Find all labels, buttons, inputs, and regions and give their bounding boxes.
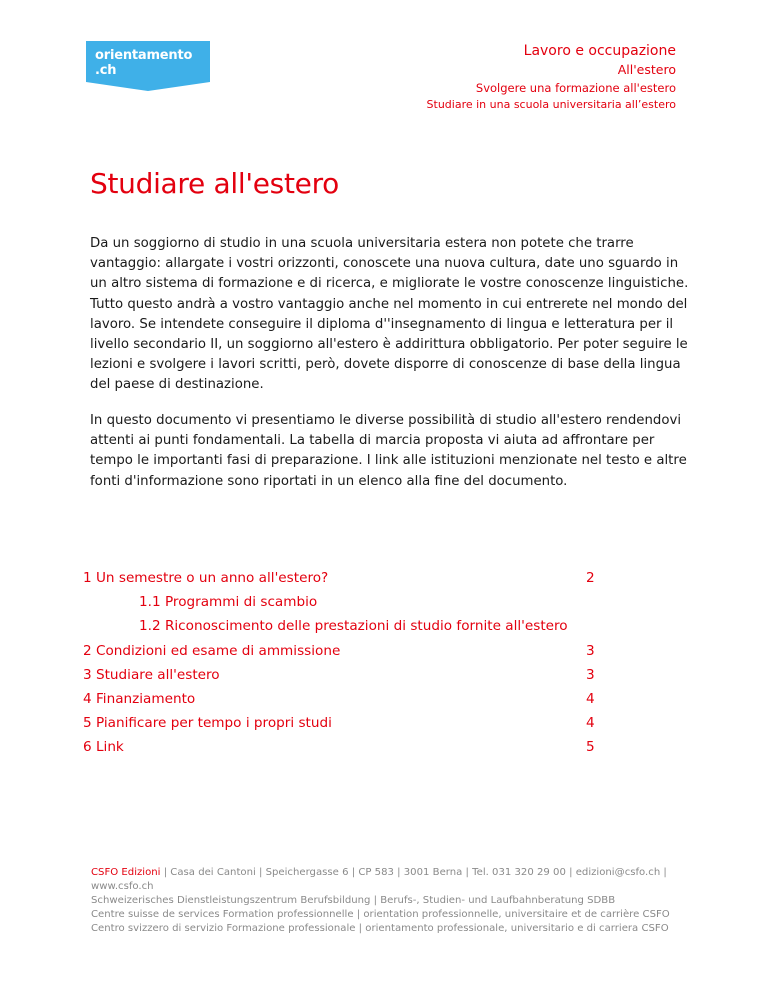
footer-brand: CSFO Edizioni (91, 867, 161, 878)
toc-label: 4 Finanziamento (83, 690, 196, 707)
toc-item-6[interactable] (83, 737, 603, 761)
toc-label: 1 Un semestre o un anno all'estero? (83, 570, 329, 586)
table-of-contents (83, 568, 603, 762)
toc-item-2[interactable] (83, 641, 603, 665)
breadcrumb-item-formazione[interactable]: Svolgere una formazione all'estero (475, 81, 676, 95)
orientamento-logo[interactable] (86, 41, 210, 91)
intro-paragraph-2: In questo documento vi presentiamo le diverse possibilità di studio all'estero rendendovi attenti ai punti fondamentali. La tabella di marcia proposta vi aiuta ad affrontare per tempo le importanti fasi di preparazione. I link alle istituzioni menzionate nel testo e altre fonti d'informazione sono riportati in un elenco alla fine del documento. (90, 413, 687, 489)
toc-item-3[interactable] (83, 665, 603, 689)
breadcrumb-item-studiare[interactable]: Studiare in una scuola universitaria all’estero (426, 98, 676, 111)
page-footer (91, 866, 691, 936)
toc-page-number: 2 (586, 570, 595, 586)
breadcrumb-item-estero[interactable]: All'estero (617, 62, 676, 77)
toc-item-1[interactable] (83, 568, 603, 592)
intro-paragraph-1: Da un soggiorno di studio in una scuola universitaria estera non potete che trarre vantaggio: allargate i vostri orizzonti, conoscete una nuova cultura, date uno sguardo in un altro sistema di formazione e di ricerca, e migliorate le vostre conoscenze linguistiche. Tutto questo andrà a vostro vantaggio anche nel momento in cui entrerete nel mondo del lavoro. Se intendete conseguire il diploma d''insegnamento di lingua e letteratura per il livello secondario II, un soggiorno all'estero è addirittura obbligatorio. Per poter seguire le lezioni e svolgere i lavori scritti, però, dovete disporre di conoscenze di base della lingua del paese di destinazione. (90, 236, 689, 393)
footer-line-it: Centro svizzero di servizio Formazione professionale | orientamento professionale, universitario e di carriera CSFO (91, 923, 669, 934)
toc-page-number: 5 (586, 739, 595, 756)
toc-label: 1.1 Programmi di scambio (139, 594, 318, 611)
page-title: Studiare all'estero (90, 167, 339, 200)
toc-label: 5 Pianificare per tempo i propri studi (83, 715, 332, 732)
toc-label: 1.2 Riconoscimento delle prestazioni di studio fornite all'estero (139, 618, 568, 635)
toc-page-number: 4 (586, 690, 595, 707)
toc-label: 6 Link (83, 739, 124, 756)
footer-line-de: Schweizerisches Dienstleistungszentrum Berufsbildung | Berufs-, Studien- und Laufbahnberatung SDBB (91, 895, 616, 906)
logo-text-line2: .ch (95, 63, 117, 78)
toc-page-number: 4 (586, 715, 595, 732)
footer-line-fr: Centre suisse de services Formation professionnelle | orientation professionnelle, universitaire et de carrière CSFO (91, 909, 670, 920)
toc-item-1-2[interactable] (83, 616, 603, 640)
toc-item-5[interactable] (83, 713, 603, 737)
logo-text-line1: orientamento (95, 48, 193, 63)
footer-address: | Casa dei Cantoni | Speichergasse 6 | CP 583 | 3001 Berna | Tel. 031 320 29 00 | edizioni@csfo.ch | www.csfo.ch (91, 867, 667, 892)
breadcrumb-item-lavoro[interactable]: Lavoro e occupazione (523, 43, 676, 59)
toc-label: 3 Studiare all'estero (83, 666, 220, 683)
toc-page-number: 3 (586, 642, 595, 659)
toc-label: 2 Condizioni ed esame di ammissione (83, 642, 341, 659)
toc-item-4[interactable] (83, 689, 603, 713)
breadcrumb (427, 42, 676, 112)
toc-item-1-1[interactable] (83, 592, 603, 616)
footer-address-line (91, 866, 691, 894)
toc-page-number: 3 (586, 666, 595, 683)
